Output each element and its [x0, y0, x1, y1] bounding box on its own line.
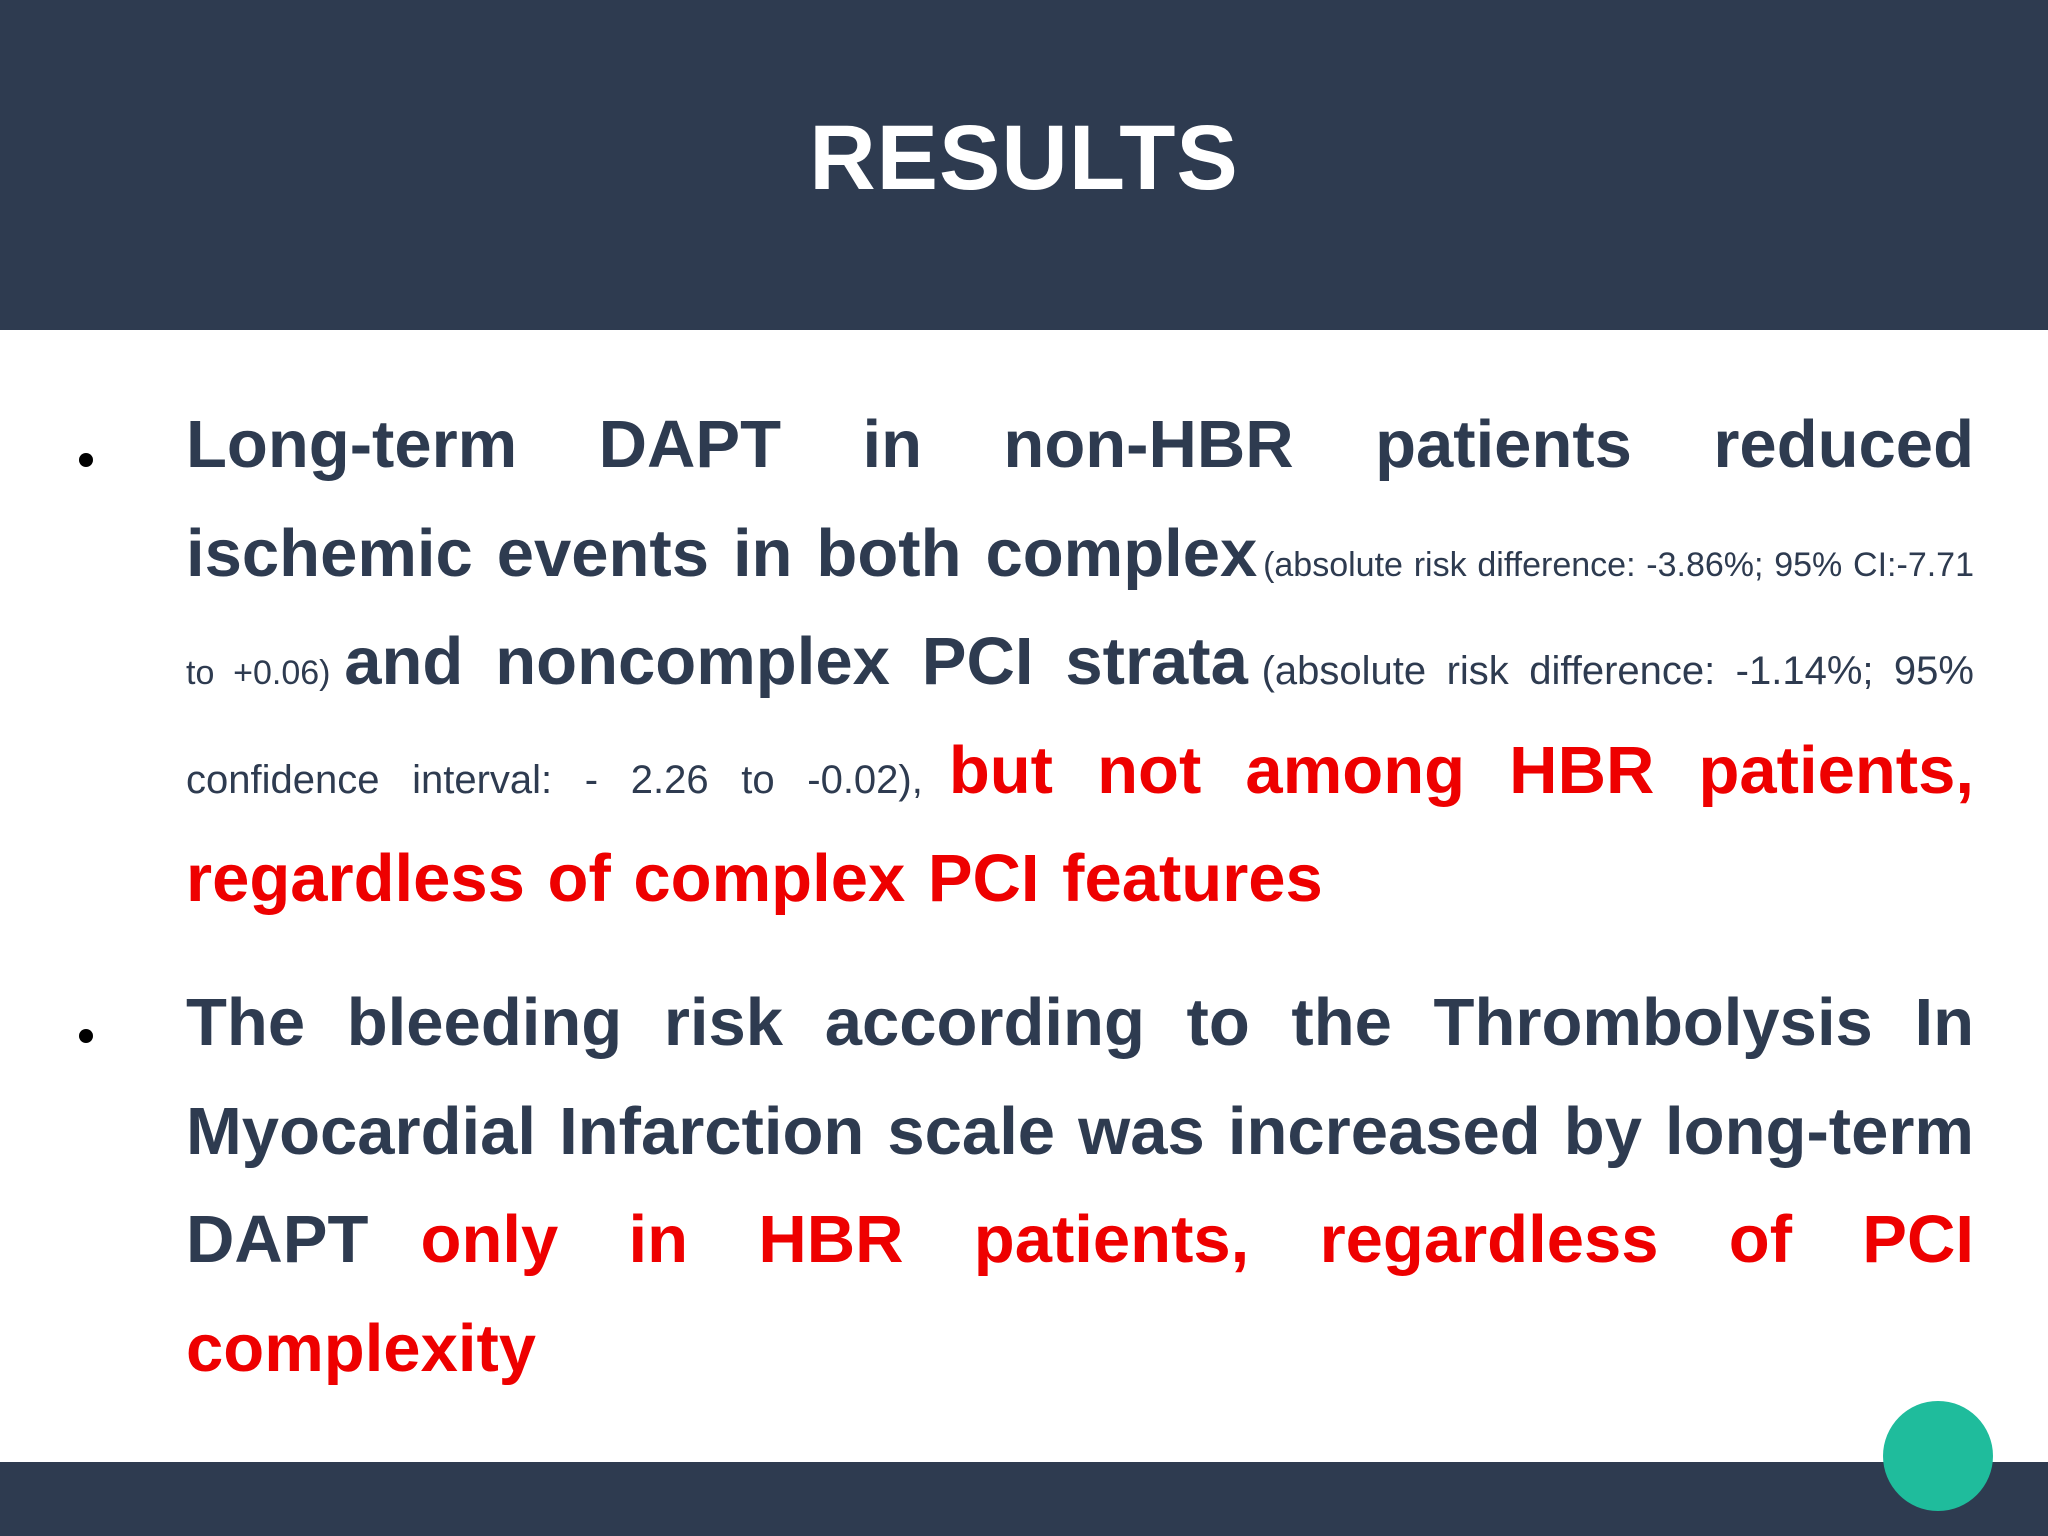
- bullet-1-stat-1: (absolute risk difference: -3.86%; 95% CI:-7.71 to +0.06): [186, 545, 1974, 692]
- footer-bar: [0, 1462, 2048, 1536]
- bullet-text-2: [186, 978, 1974, 1412]
- bullet-1-main-text: Long-term DAPT in non-HBR patients reduced ischemic events in both complex: [186, 407, 1974, 591]
- bullet-1-main-text-2: and noncomplex PCI strata: [344, 624, 1248, 699]
- bullet-2-highlight: only in HBR patients, regardless of PCI complexity: [186, 1202, 1974, 1386]
- accent-circle-icon: [1883, 1401, 1993, 1511]
- slide-title: RESULTS: [809, 107, 1239, 209]
- bullet-dot-icon: [79, 1029, 93, 1043]
- bullet-2-main-text: The bleeding risk according to the Thrombolysis In Myocardial Infarction scale was increased by long-term DAPT: [186, 985, 1974, 1277]
- bullet-dot-icon: [79, 453, 93, 467]
- bullet-1-highlight: but not among HBR patients, regardless of complex PCI features: [186, 732, 1974, 916]
- bullet-1-stat-2: (absolute risk difference: -1.14%; 95% confidence interval: - 2.26 to -0.02),: [186, 649, 1974, 802]
- bullet-text-1: [186, 400, 1974, 943]
